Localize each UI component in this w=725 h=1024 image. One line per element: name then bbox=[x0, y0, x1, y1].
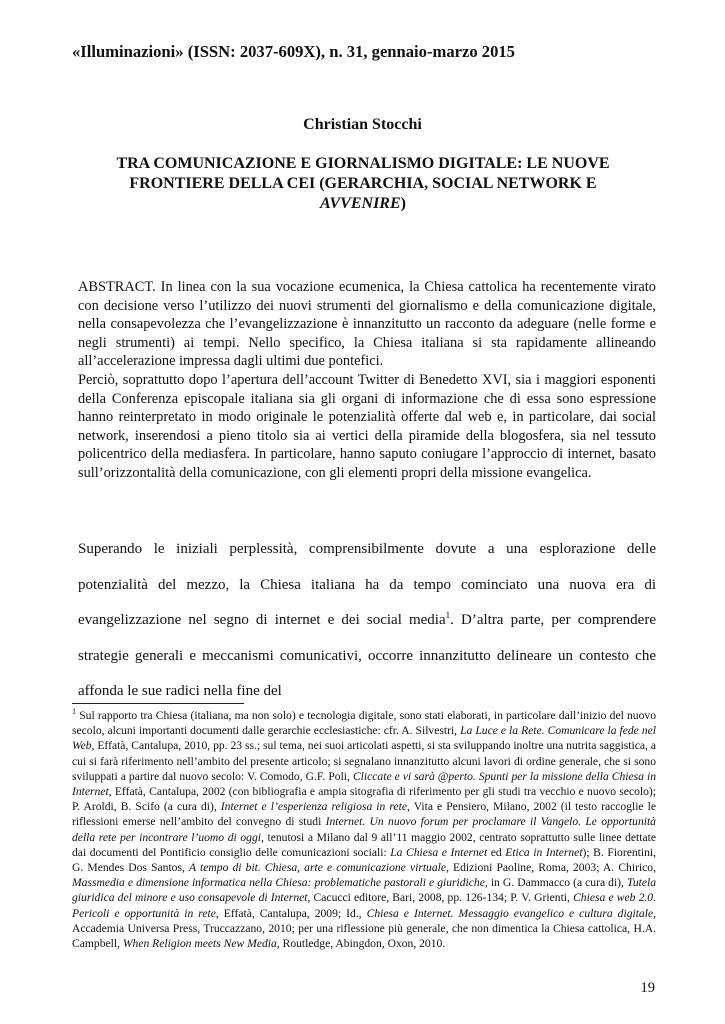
footnote-reference[interactable]: 1 bbox=[445, 610, 451, 620]
footnote-marker: 1 bbox=[72, 707, 76, 717]
body-text bbox=[78, 532, 656, 710]
title-end: ) bbox=[400, 195, 406, 212]
abstract-paragraph: Perciò, soprattutto dopo l’apertura dell’account Twitter di Benedetto XVI, sia i maggiori esponenti della Conferenza episcopale italiana sia gli organi di informazione che di essa sono espressione hanno reinterpretato in modo originale le potenzialità offerte dal web e, in particolare, dai social network, inserendosi a pieno titolo sia ai vertici della piramide della blogosfera, sia nel tessuto policentrico della mediasfera. In particolare, hanno saputo coniugare l’approccio di internet, basato sull’orizzontalità della comunicazione, con gli elementi propri della missione evangelica. bbox=[78, 371, 656, 481]
footnote-divider bbox=[72, 703, 244, 704]
author-name: Christian Stocchi bbox=[303, 116, 422, 133]
fn-text: , Effatà, Cantalupa, 2009; Id., bbox=[215, 906, 367, 920]
fn-citation: Etica in Internet bbox=[505, 845, 583, 859]
fn-text: ); B. Fiorentini, G. Mendes Dos Santos, bbox=[72, 845, 656, 875]
footnote-1 bbox=[72, 708, 656, 951]
abstract-paragraph: ABSTRACT. In linea con la sua vocazione ecumenica, la Chiesa cattolica ha recentemente virato con decisione verso l’utilizzo dei nuovi strumenti del giornalismo e della comunicazione digitale, nella consapevolezza che l’evangelizzazione è innanzitutto un racconto da adeguare (nelle forme e negli strumenti) ai tempi. Nello specifico, la Chiesa italiana si sta rapidamente allineando all’accelerazione impressa dagli ultimi due pontefici. bbox=[78, 279, 656, 370]
fn-text: Sul rapporto tra Chiesa (italiana, ma non solo) e tecnologia digitale, sono stati elaborati, in particolare dall’inizio del nuovo secolo, alcuni importanti documenti dalle gerarchie ecclesiastiche: cfr. A. Silvestri, bbox=[72, 709, 656, 738]
fn-citation: Chiesa e web 2.0. Pericoli e opportunità in rete bbox=[72, 891, 656, 920]
fn-text: , Routledge, Abingdon, Oxon, 2010. bbox=[276, 937, 446, 951]
body-text-a: Superando le iniziali perplessità, comprensibilmente dovute a una esplorazione delle potenzialità del mezzo, la Chiesa italiana ha da tempo cominciato una nuova era di evangelizzazione nel segno di internet e dei social media bbox=[78, 541, 656, 628]
fn-text: Effatà, Cantalupa, 2010, pp. 23 ss.; sul tema, nei suoi articolati aspetti, si sta sviluppando inoltre una nutrita saggistica, a cui si farà riferimento nell’ambito del presente articolo; si segnalano innanzitutto alcuni lavori di ordine generale, che si sono sviluppati a partire dal nuovo secolo: V. Comodo, G.F. Poli, bbox=[72, 739, 656, 783]
fn-text: , Vita e Pensiero, Milano, 2002 (il testo raccoglie le riflessioni emerse nell’ambito del convegno di studi bbox=[72, 800, 656, 829]
abstract bbox=[78, 278, 656, 483]
fn-citation: Internet. Un nuovo forum per proclamare il Vangelo. Le opportunità della rete per incontrare l’uomo di oggi, bbox=[72, 815, 656, 844]
fn-text: , Effatà, Cantalupa, 2002 (con bibliografia e ampia sitografia di riferimento per gli studi tra vecchio e nuovo secolo); P. Aroldi, B. Scifo (a cura di), bbox=[72, 785, 656, 814]
fn-text: , in G. Dammacco (a cura di), bbox=[484, 876, 628, 890]
fn-citation: When Religion meets New Media bbox=[122, 937, 277, 951]
fn-citation: Massmedia e dimensione informatica nella Chiesa: problematiche pastorali e giuridiche bbox=[72, 876, 485, 890]
title-italic: AVVENIRE bbox=[320, 195, 401, 212]
fn-citation: Internet e l’esperienza religiosa in rete bbox=[220, 800, 407, 814]
fn-citation: Chiesa e Internet. Messaggio evangelico e cultura digitale bbox=[366, 906, 654, 920]
body-text-b: . D’altra parte, per comprendere strategie generali e meccanismi comunicativi, occorre innanzitutto delineare un contesto che affonda le sue radici nella fine del bbox=[78, 612, 656, 699]
fn-citation: La Luce e la Rete. Comunicare la fede nel Web, bbox=[72, 724, 656, 753]
fn-text: ed bbox=[487, 845, 506, 859]
article-title bbox=[100, 154, 626, 214]
page-number: 19 bbox=[640, 980, 655, 996]
journal-header: «Illuminazioni» (ISSN: 2037-609X), n. 31, gennaio-marzo 2015 bbox=[72, 42, 515, 61]
fn-citation: Tutela giuridica del minore e uso consapevole di Internet bbox=[72, 876, 657, 905]
fn-text: , Cacucci editore, Bari, 2008, pp. 126-134; P. V. Grienti, bbox=[307, 891, 574, 905]
fn-text: , Edizioni Paoline, Roma, 2003; A. Chirico, bbox=[446, 861, 656, 875]
fn-text: , Accademia Universa Press, Truccazzano, 2010; per una riflessione più generale, che non dimentica la Chiesa cattolica, H.A. Campbell, bbox=[72, 906, 656, 951]
fn-citation: Cliccate e vi sarà @perto. Spunti per la missione della Chiesa in Internet bbox=[72, 769, 656, 799]
body-paragraph bbox=[78, 532, 656, 710]
fn-citation: La Chiesa e Internet bbox=[390, 845, 488, 859]
title-main: TRA COMUNICAZIONE E GIORNALISMO DIGITALE: LE NUOVE FRONTIERE DELLA CEI (GERARCHIA, SOCIAL NETWORK E bbox=[116, 155, 610, 192]
fn-text: tenutosi a Milano dal 9 all’11 maggio 2002, centrato soprattutto sulle linee dettate dai documenti del Pontificio consiglio delle comunicazioni sociali: bbox=[72, 830, 656, 859]
fn-citation: A tempo di bit. Chiesa, arte e comunicazione virtuale bbox=[189, 861, 447, 875]
